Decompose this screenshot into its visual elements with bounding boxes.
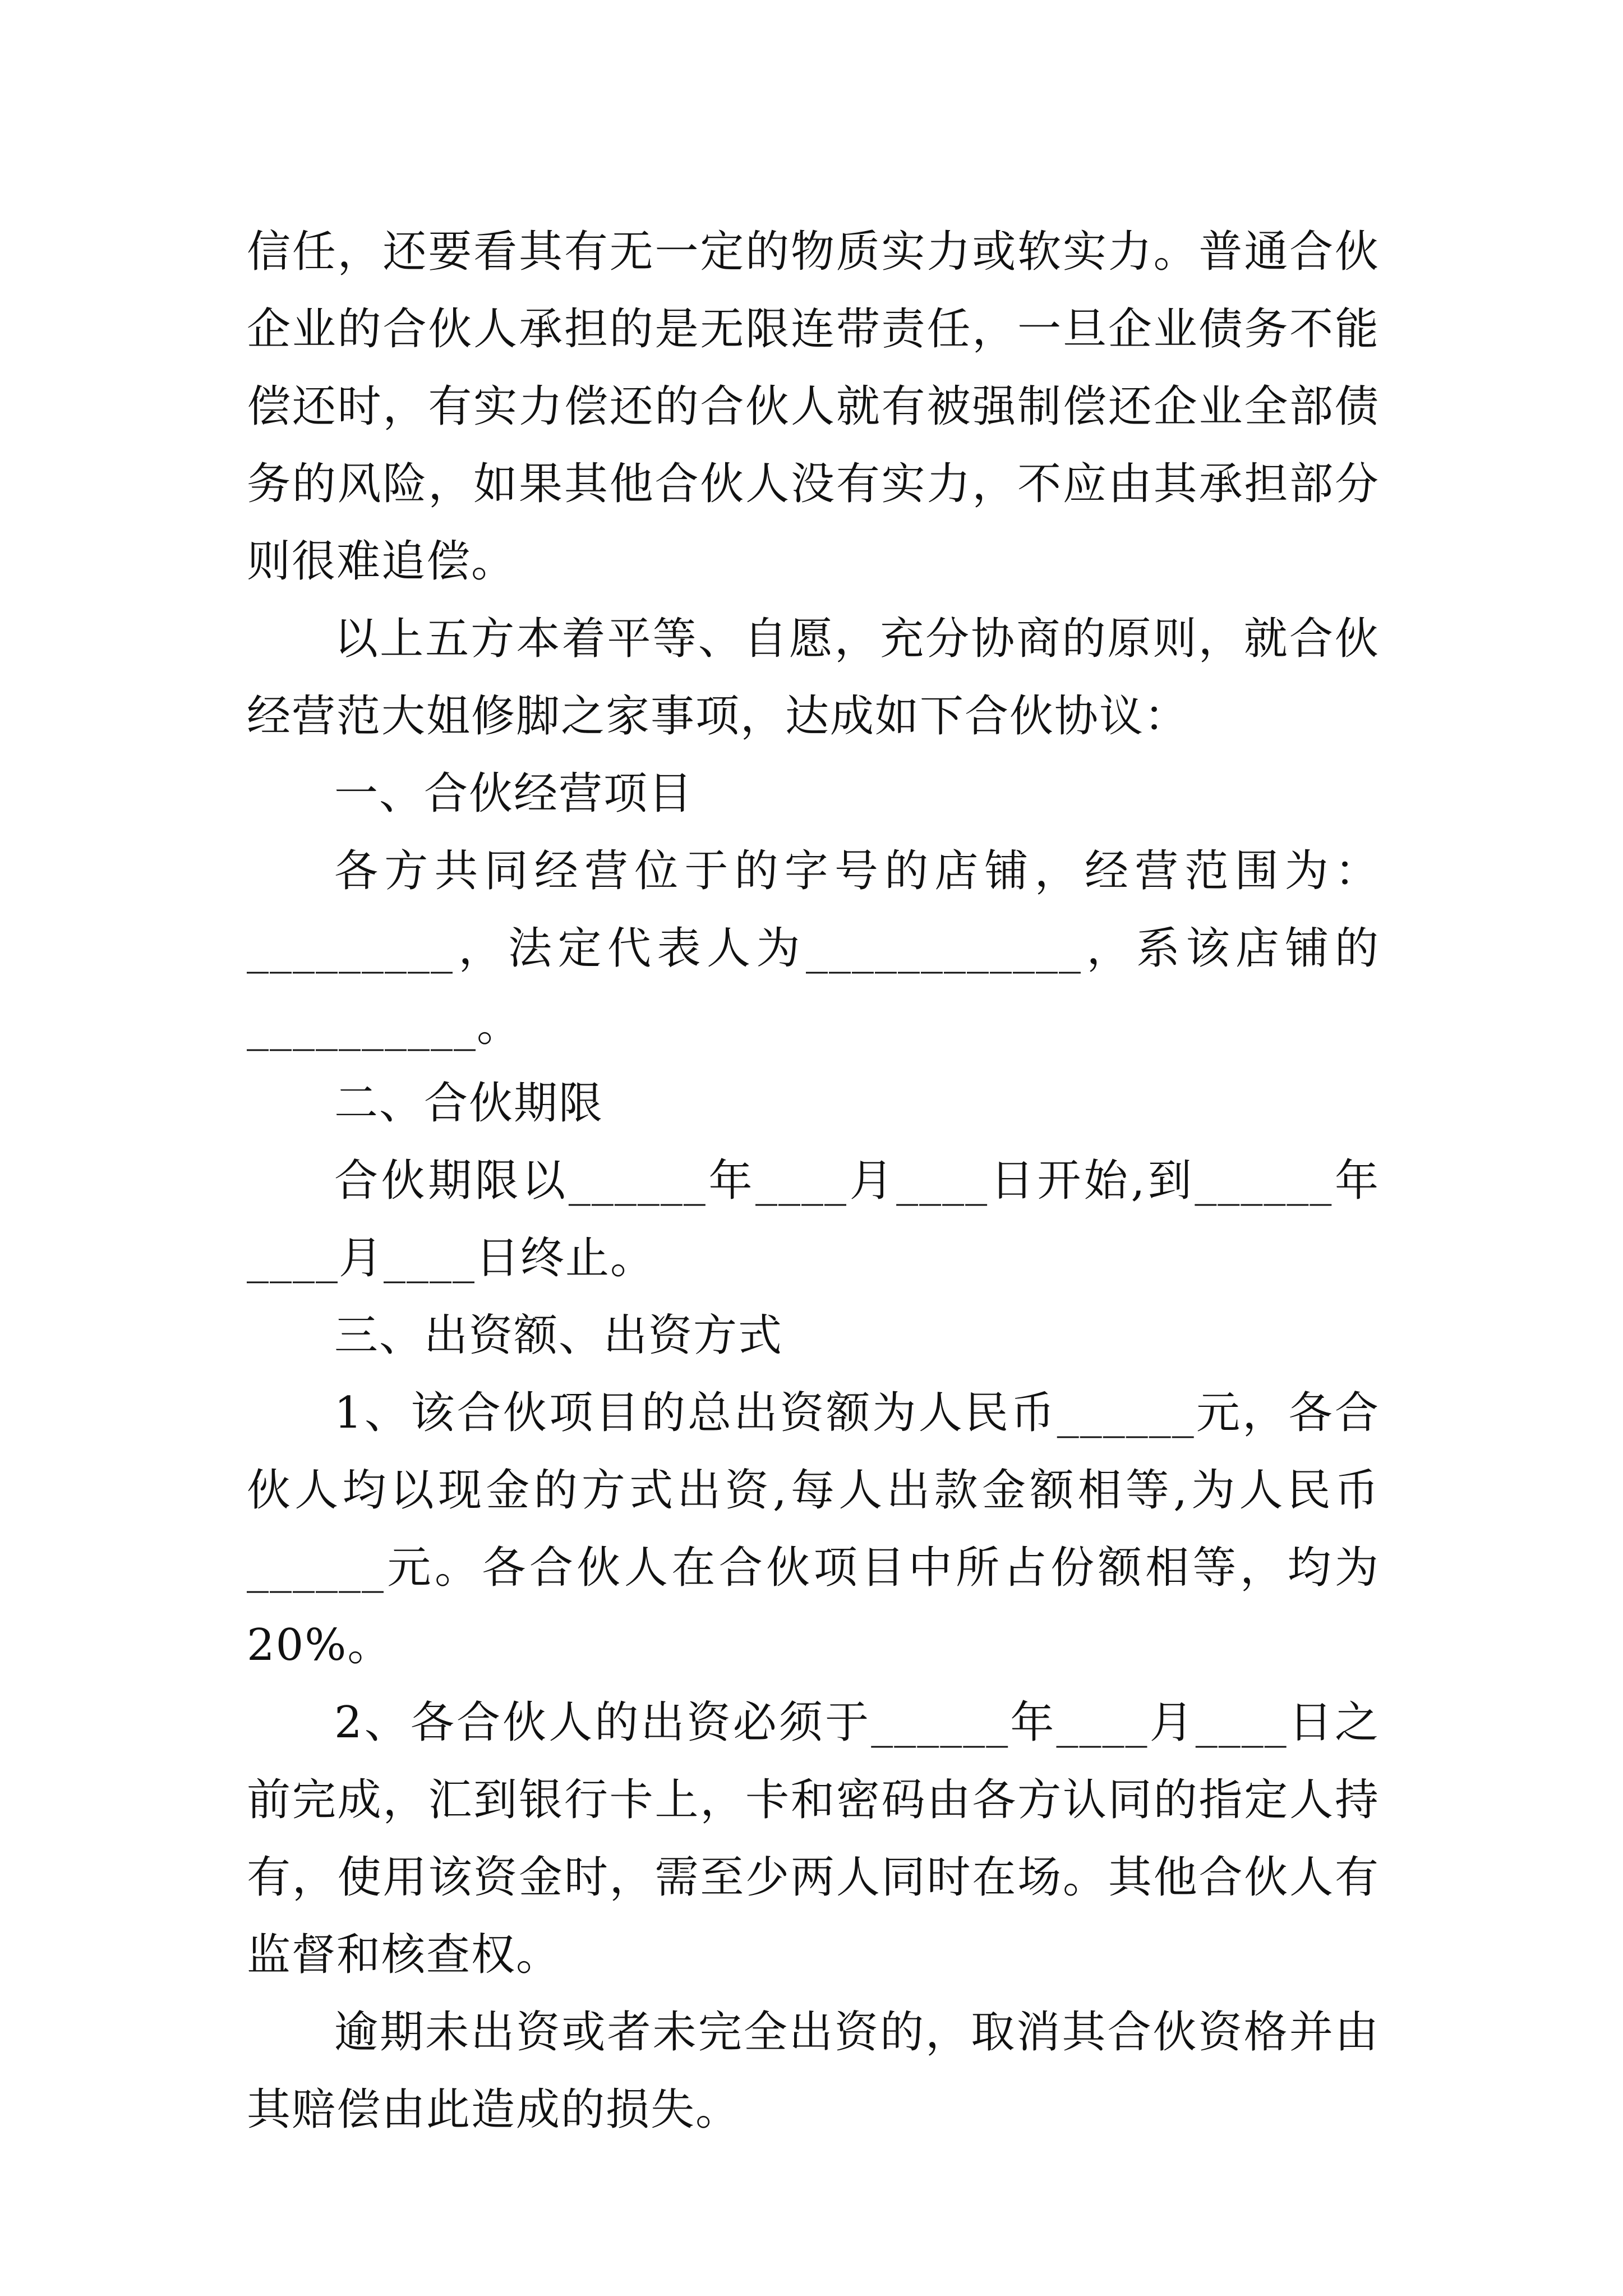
section-heading-business-project: 一、合伙经营项目: [334, 769, 694, 819]
section-heading-capital: 三、出资额、出资方式: [334, 1310, 783, 1361]
paragraph-capital-amount: 1、该合伙项目的总出资额为人民币______元，各合伙人均以现金的方式出资,每人出款金额相等,为人民币______元。各合伙人在合伙项目中所占份额相等，均为20%。: [247, 1388, 1380, 1671]
paragraph-agreement-intro: 以上五方本着平等、自愿，充分协商的原则，就合伙经营范大姐修脚之家事项，达成如下合伙协议：: [247, 614, 1380, 742]
document-body: [247, 213, 1380, 2148]
paragraph-late-capital: 逾期未出资或者未完全出资的，取消其合伙资格并由其赔偿由此造成的损失。: [247, 2007, 1380, 2135]
section-heading-term: 二、合伙期限: [334, 1078, 604, 1129]
paragraph-business-project: 各方共同经营位于的字号的店铺，经营范围为：_________，法定代表人为____________，系该店铺的__________。: [247, 846, 1380, 1051]
paragraph-term: 合伙期限以______年____月____日开始,到______年____月____日终止。: [247, 1156, 1380, 1283]
paragraph-capital-deadline: 2、各合伙人的出资必须于______年____月____日之前完成，汇到银行卡上，卡和密码由各方认同的指定人持有，使用该资金时，需至少两人同时在场。其他合伙人有监督和核查权。: [247, 1697, 1380, 1980]
paragraph-continued-risk: 信任，还要看其有无一定的物质实力或软实力。普通合伙企业的合伙人承担的是无限连带责任，一旦企业债务不能偿还时，有实力偿还的合伙人就有被强制偿还企业全部债务的风险，如果其他合伙人没有实力，不应由其承担部分则很难追偿。: [247, 227, 1380, 587]
